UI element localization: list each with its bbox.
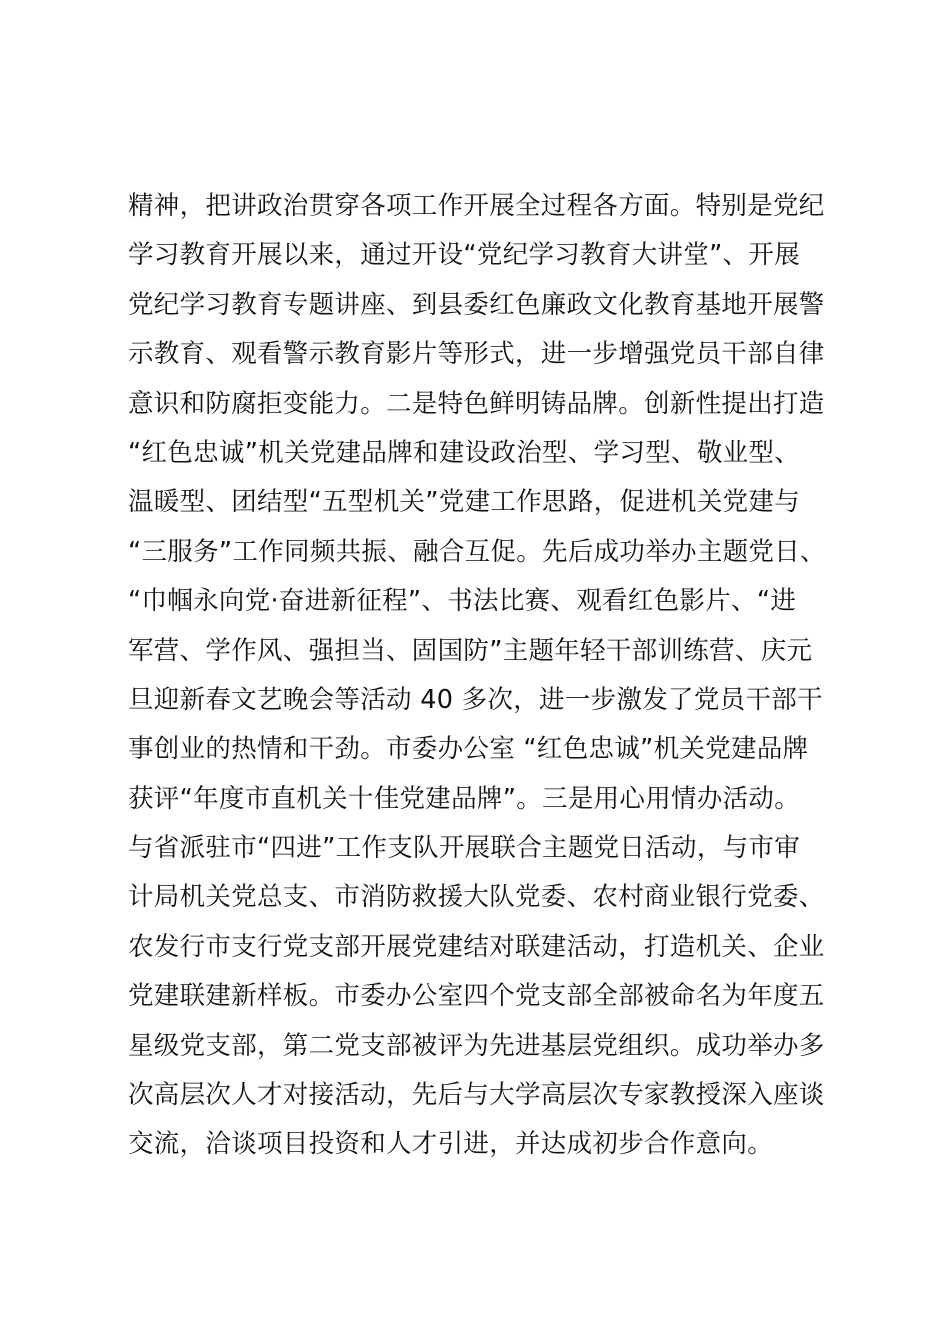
text-line: 温暖型、团结型“五型机关”党建工作思路，促进机关党建与: [128, 487, 801, 518]
text-line: 交流，洽谈项目投资和人才引进，并达成初步合作意向。: [128, 1129, 774, 1160]
text-line: 获评“年度市直机关十佳党建品牌”。三是用心用情办活动。: [128, 783, 801, 814]
text-line: “三服务”工作同频共振、融合互促。先后成功举办主题党日、: [128, 536, 826, 567]
text-line: 意识和防腐拒变能力。二是特色鲜明铸品牌。创新性提出打造: [128, 388, 825, 419]
text-line: 精神，把讲政治贯穿各项工作开展全过程各方面。特别是党纪: [128, 191, 825, 221]
text-line: 军营、学作风、强担当、固国防”主题年轻干部训练营、庆元: [128, 635, 813, 666]
text-line: “红色忠诚”机关党建品牌和建设政治型、学习型、敬业型、: [128, 437, 801, 468]
text-line: 与省派驻市“四进”工作支队开展联合主题党日活动，与市审: [128, 833, 801, 864]
text-line: 次高层次人才对接活动，先后与大学高层次专家教授深入座谈: [128, 1080, 825, 1111]
text-line: 学习教育开展以来，通过开设“党纪学习教育大讲堂”、开展: [128, 240, 801, 271]
text-line: 党建联建新样板。市委办公室四个党支部全部被命名为年度五: [128, 981, 825, 1012]
body-paragraph: [128, 182, 848, 1170]
text-line: 旦迎新春文艺晚会等活动 40 多次，进一步激发了党员干部干: [128, 684, 823, 715]
text-line: 计局机关党总支、市消防救援大队党委、农村商业银行党委、: [128, 882, 825, 913]
text-line: 事创业的热情和干劲。市委办公室 “红色忠诚”机关党建品牌: [128, 734, 809, 765]
text-line: 农发行市支行党支部开展党建结对联建活动，打造机关、企业: [128, 931, 825, 962]
text-line: 星级党支部，第二党支部被评为先进基层党组织。成功举办多: [128, 1030, 825, 1061]
text-line: 党纪学习教育专题讲座、到县委红色廉政文化教育基地开展警: [128, 289, 825, 320]
text-line: 示教育、观看警示教育影片等形式，进一步增强党员干部自律: [128, 339, 825, 370]
text-line: “巾帼永向党·奋进新征程”、书法比赛、观看红色影片、“进: [128, 586, 797, 617]
